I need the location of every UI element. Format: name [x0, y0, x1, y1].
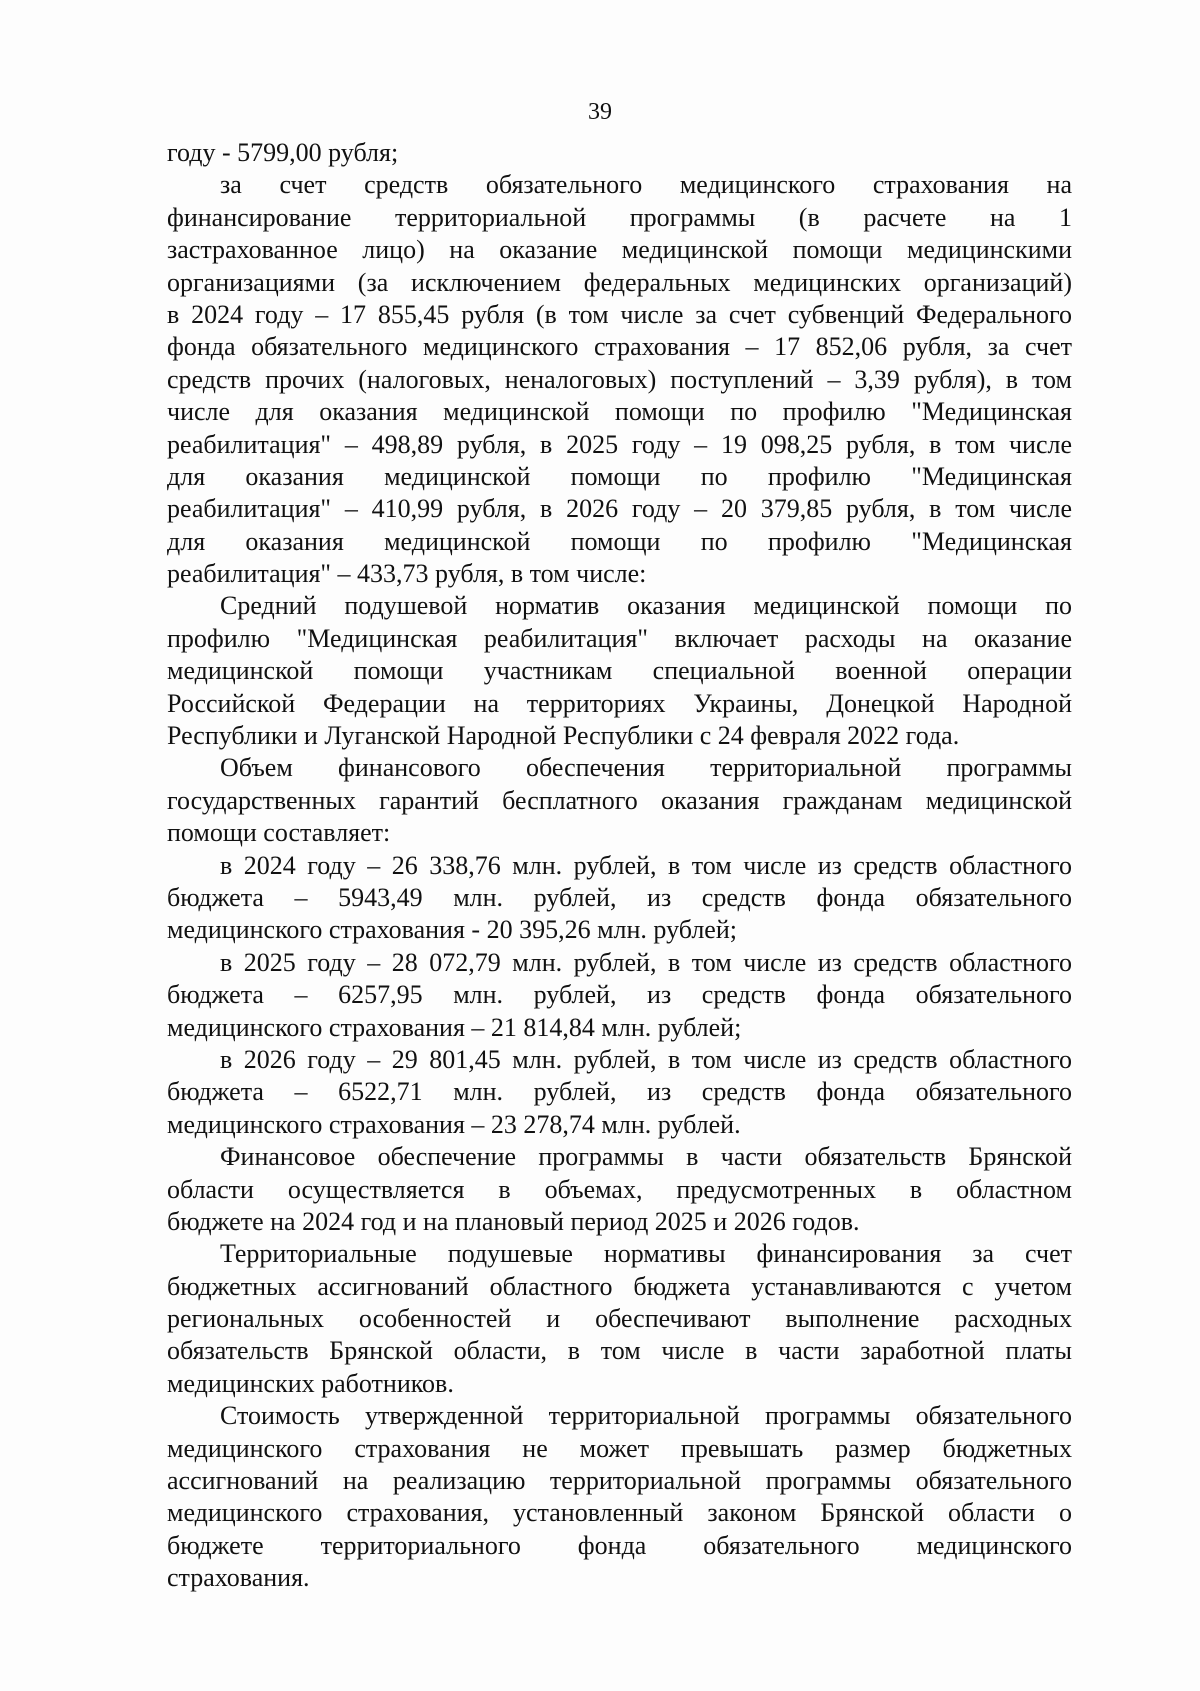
- text-line: медицинских работников.: [167, 1368, 454, 1398]
- paragraph: [167, 752, 1072, 849]
- text-line: в 2024 году – 17 855,45 рубля (в том числе за счет субвенций Федерального: [167, 299, 1072, 329]
- text-line: Объем финансового обеспечения территориальной программы: [220, 753, 1072, 783]
- text-line: Стоимость утвержденной территориальной программы обязательного: [220, 1401, 1072, 1431]
- text-line: средств прочих (налоговых, неналоговых) поступлений – 3,39 рубля), в том: [167, 364, 1072, 394]
- text-line: фонда обязательного медицинского страхования – 17 852,06 рубля, за счет: [167, 332, 1072, 362]
- text-line: обязательств Брянской области, в том числе в части заработной платы: [167, 1336, 1072, 1366]
- text-line: бюджета – 6257,95 млн. рублей, из средств фонда обязательного: [167, 980, 1072, 1010]
- text-line: Финансовое обеспечение программы в части обязательств Брянской: [220, 1142, 1072, 1172]
- text-line: бюджете территориального фонда обязательного медицинского: [167, 1530, 1072, 1560]
- text-line: за счет средств обязательного медицинского страхования на: [220, 170, 1072, 200]
- text-line: медицинской помощи участникам специальной военной операции: [167, 656, 1072, 686]
- paragraph: [167, 1238, 1072, 1400]
- text-line: году - 5799,00 рубля;: [167, 138, 399, 167]
- text-line: реабилитация" – 433,73 рубля, в том числе:: [167, 559, 647, 589]
- paragraph: [167, 1044, 1072, 1141]
- text-line: медицинского страхования – 23 278,74 млн. рублей.: [167, 1109, 741, 1139]
- text-line: страхования.: [167, 1563, 310, 1593]
- text-line: для оказания медицинской помощи по профилю "Медицинская: [167, 461, 1072, 491]
- text-line: Российской Федерации на территориях Украины, Донецкой Народной: [167, 688, 1072, 718]
- text-line: бюджета – 5943,49 млн. рублей, из средств фонда обязательного: [167, 882, 1072, 912]
- text-line: в 2025 году – 28 072,79 млн. рублей, в том числе из средств областного: [220, 947, 1072, 977]
- text-line: для оказания медицинской помощи по профилю "Медицинская: [167, 526, 1072, 556]
- text-line: Средний подушевой норматив оказания медицинской помощи по: [220, 591, 1072, 621]
- text-line: застрахованное лицо) на оказание медицинской помощи медицинскими: [167, 235, 1072, 265]
- page-number: 39: [588, 99, 612, 125]
- text-line: медицинского страхования не может превышать размер бюджетных: [167, 1433, 1072, 1463]
- text-line: государственных гарантий бесплатного оказания гражданам медицинской: [167, 785, 1072, 815]
- paragraph: [167, 137, 1072, 169]
- paragraph: [167, 947, 1072, 1044]
- paragraph: [167, 169, 1072, 590]
- text-line: бюджета – 6522,71 млн. рублей, из средств фонда обязательного: [167, 1077, 1072, 1107]
- text-line: региональных особенностей и обеспечивают выполнение расходных: [167, 1304, 1072, 1334]
- document-body: [167, 137, 1072, 1595]
- text-line: реабилитация" – 498,89 рубля, в 2025 году – 19 098,25 рубля, в том числе: [167, 429, 1072, 459]
- text-line: медицинского страхования, установленный законом Брянской области о: [167, 1498, 1072, 1528]
- text-line: в 2024 году – 26 338,76 млн. рублей, в том числе из средств областного: [220, 850, 1072, 880]
- paragraph: [167, 1141, 1072, 1238]
- text-line: числе для оказания медицинской помощи по профилю "Медицинская: [167, 397, 1072, 427]
- text-line: в 2026 году – 29 801,45 млн. рублей, в том числе из средств областного: [220, 1044, 1072, 1074]
- text-line: бюджете на 2024 год и на плановый период 2025 и 2026 годов.: [167, 1206, 860, 1236]
- text-line: бюджетных ассигнований областного бюджета устанавливаются с учетом: [167, 1271, 1072, 1301]
- text-line: Территориальные подушевые нормативы финансирования за счет: [220, 1239, 1072, 1269]
- text-line: медицинского страхования – 21 814,84 млн. рублей;: [167, 1012, 742, 1042]
- text-line: помощи составляет:: [167, 818, 391, 848]
- text-line: Республики и Луганской Народной Республики с 24 февраля 2022 года.: [167, 721, 960, 751]
- text-line: реабилитация" – 410,99 рубля, в 2026 году – 20 379,85 рубля, в том числе: [167, 494, 1072, 524]
- paragraph: [167, 850, 1072, 947]
- text-line: области осуществляется в объемах, предусмотренных в областном: [167, 1174, 1072, 1204]
- paragraph: [167, 1400, 1072, 1594]
- text-line: медицинского страхования - 20 395,26 млн. рублей;: [167, 915, 737, 945]
- text-line: профилю "Медицинская реабилитация" включает расходы на оказание: [167, 623, 1072, 653]
- paragraph: [167, 590, 1072, 752]
- text-line: организациями (за исключением федеральных медицинских организаций): [167, 267, 1072, 297]
- text-line: ассигнований на реализацию территориальной программы обязательного: [167, 1466, 1072, 1496]
- text-line: финансирование территориальной программы (в расчете на 1: [167, 202, 1072, 232]
